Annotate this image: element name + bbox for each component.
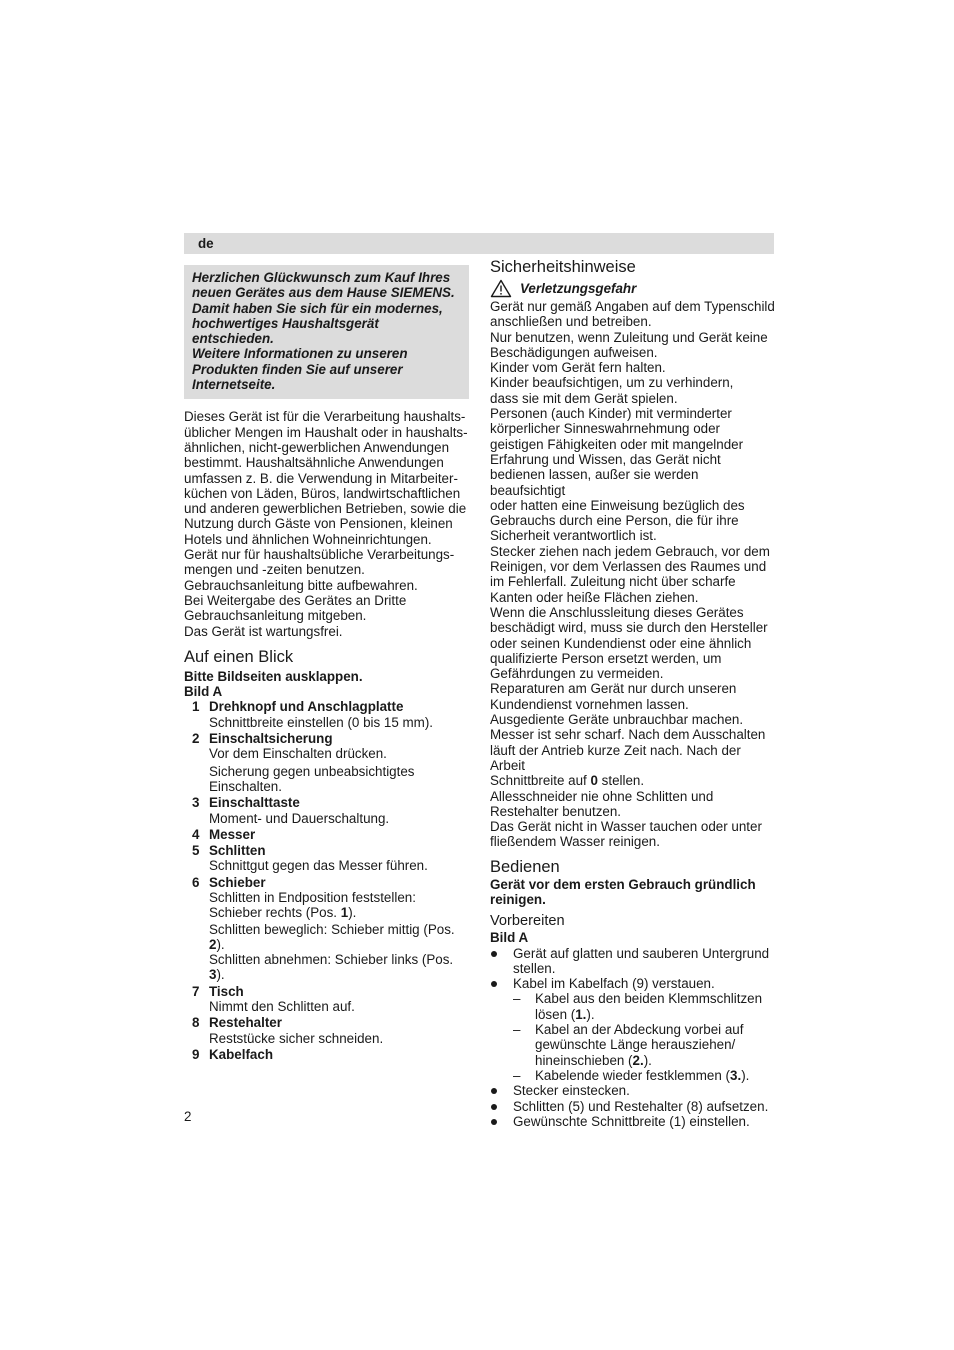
item-desc: Schlitten beweglich: Schieber mittig (Pos. 2). — [209, 921, 455, 952]
usage-line: Bei Weitergabe des Gerätes an Dritte — [184, 592, 407, 608]
usage-line: Dieses Gerät ist für die Verarbeitung haushalts- — [184, 409, 466, 425]
safety-line: geistigen Fähigkeiten oder mit mangelnder — [490, 436, 744, 452]
item-desc: Moment- und Dauerschaltung. — [209, 810, 390, 826]
item-number: 8 — [192, 1015, 200, 1031]
safety-line: dass sie mit dem Gerät spielen. — [490, 390, 678, 406]
warning-label: Verletzungsgefahr — [520, 280, 637, 296]
safety-line: Messer ist sehr scharf. Nach dem Ausschalten — [490, 727, 766, 743]
safety-line: Reparaturen am Gerät nur durch unseren — [490, 681, 737, 697]
item-title: Schieber — [209, 874, 266, 890]
safety-line: Reinigen, vor dem Verlassen des Raumes und — [490, 559, 767, 575]
dash-icon: – — [513, 1022, 521, 1038]
item-number: 2 — [192, 731, 200, 747]
safety-line: oder seinen Kundendienst oder eine ähnlich — [490, 635, 752, 651]
operate-note: Gerät vor dem ersten Gebrauch gründlich reinigen. — [490, 876, 756, 907]
dash-icon: – — [513, 1067, 521, 1083]
safety-line: Ausgediente Geräte unbrauchbar machen. — [490, 712, 744, 728]
sub-steps — [513, 991, 776, 1083]
safety-line: anschließen und betreiben. — [490, 314, 652, 330]
safety-heading: Sicherheitshinweise — [490, 258, 636, 276]
safety-line: im Fehlerfall. Zuleitung nicht über scharfe — [490, 574, 736, 590]
item-number: 7 — [192, 983, 200, 999]
list-item — [184, 875, 469, 983]
overview-subheading: Bitte Bildseiten ausklappen. — [184, 668, 363, 684]
overview-heading: Auf einen Blick — [184, 647, 294, 666]
list-item — [184, 795, 469, 826]
safety-line: Gefährdungen zu vermeiden. — [490, 666, 664, 682]
safety-line: körperlicher Sinneswahrnehmung oder — [490, 421, 721, 437]
item-number: 4 — [192, 826, 200, 842]
item-title: Restehalter — [209, 1015, 282, 1031]
sub-list-item: – Kabelende wieder festklemmen (3.). — [513, 1067, 750, 1083]
item-desc: Schieber rechts (Pos. 1). — [209, 905, 357, 921]
bullet-icon — [491, 981, 497, 987]
safety-line: Kundendienst vornehmen lassen. — [490, 696, 689, 712]
operate-heading: Bedienen — [490, 857, 560, 876]
bullet-icon — [491, 1119, 497, 1125]
safety-line: bedienen lassen, außer sie werden beaufsichtigt — [490, 467, 699, 498]
step-text: Stecker einstecken. — [513, 1083, 630, 1099]
usage-line: und anderen gewerblichen Betrieben, sowie die — [184, 501, 467, 517]
sub-list-item: – Kabel an der Abdeckung vorbei auf gewünschte Länge herausziehen/ hineinschieben (2.). — [513, 1022, 744, 1068]
item-number: 5 — [192, 843, 200, 859]
prepare-heading: Vorbereiten — [490, 913, 565, 930]
safety-text — [490, 299, 776, 850]
safety-line: Kanten oder heiße Flächen ziehen. — [490, 589, 699, 605]
prepare-steps — [490, 946, 776, 1130]
safety-line: qualifizierte Person ersetzt werden, um — [490, 650, 722, 666]
list-item — [490, 1114, 776, 1129]
item-title: Schlitten — [209, 843, 266, 859]
safety-line: Nur benutzen, wenn Zuleitung und Gerät keine — [490, 329, 768, 345]
intro-line: Produkten finden Sie auf unserer — [192, 361, 403, 377]
item-number: 3 — [192, 795, 200, 811]
figure-ref: Bild A — [184, 684, 223, 700]
safety-line: beschädigt wird, muss sie durch den Hersteller — [490, 620, 768, 636]
intro-line: Damit haben Sie sich für ein modernes, — [192, 300, 443, 316]
usage-line: bestimmt. Haushaltsähnliche Anwendungen — [184, 455, 444, 471]
intro-line: Weitere Informationen zu unseren — [192, 346, 408, 362]
right-column — [490, 258, 776, 1129]
usage-line: ähnlichen, nicht-gewerblichen Anwendungen — [184, 439, 450, 455]
left-column — [184, 265, 469, 1062]
language-code: de — [198, 236, 214, 251]
figure-ref: Bild A — [490, 930, 529, 946]
step-text: Gerät auf glatten und sauberen Untergrund stellen. — [513, 945, 770, 976]
item-desc: Nimmt den Schlitten auf. — [209, 999, 355, 1015]
usage-line: küchen von Läden, Büros, landwirtschaftlichen — [184, 485, 461, 501]
usage-line: üblicher Mengen im Haushalt oder in haushalts- — [184, 424, 468, 440]
usage-text — [184, 409, 469, 638]
intro-line: neuen Gerätes aus dem Hause SIEMENS. — [192, 285, 455, 301]
item-number: 9 — [192, 1046, 200, 1062]
parts-list — [184, 699, 469, 1062]
safety-line: Personen (auch Kinder) mit verminderter — [490, 406, 732, 422]
safety-line: Stecker ziehen nach jedem Gebrauch, vor dem — [490, 543, 770, 559]
list-item — [490, 976, 776, 1083]
safety-line: fließendem Wasser reinigen. — [490, 834, 660, 850]
usage-line: mengen und -zeiten benutzen. — [184, 562, 365, 578]
item-desc: Vor dem Einschalten drücken. — [209, 746, 387, 762]
intro-line: Internetseite. — [192, 377, 276, 393]
safety-line: Schnittbreite auf 0 stellen. — [490, 773, 645, 789]
safety-line: Gerät nur gemäß Angaben auf dem Typenschild — [490, 299, 775, 314]
usage-line: Gerät nur für haushaltsübliche Verarbeitungs- — [184, 547, 455, 563]
list-item — [184, 843, 469, 874]
bullet-icon — [491, 1104, 497, 1110]
item-number: 1 — [192, 699, 200, 715]
safety-line: Beschädigungen aufweisen. — [490, 344, 658, 360]
intro-box — [184, 265, 469, 399]
item-desc: Schnittgut gegen das Messer führen. — [209, 858, 428, 874]
item-title: Einschalttaste — [209, 795, 300, 811]
step-text: Kabel im Kabelfach (9) verstauen. — [513, 976, 715, 992]
item-number: 6 — [192, 874, 200, 890]
list-item — [490, 946, 776, 977]
page-number: 2 — [184, 1109, 192, 1124]
step-text: Gewünschte Schnittbreite (1) einstellen. — [513, 1113, 750, 1129]
list-item — [184, 1047, 469, 1062]
item-title: Tisch — [209, 983, 244, 999]
dash-icon: – — [513, 991, 521, 1007]
usage-line: Hotels und ähnlichen Wohneinrichtungen. — [184, 531, 432, 547]
safety-line: Allesschneider nie ohne Schlitten und — [490, 788, 714, 804]
usage-line: Gebrauchsanleitung mitgeben. — [184, 608, 367, 624]
item-desc: Schnittbreite einstellen (0 bis 15 mm). — [209, 714, 434, 730]
safety-line: Erfahrung und Wissen, das Gerät nicht — [490, 451, 721, 467]
item-title: Messer — [209, 826, 256, 842]
safety-line: Kinder vom Gerät fern halten. — [490, 360, 666, 376]
list-item — [184, 699, 469, 730]
safety-line: Restehalter benutzen. — [490, 803, 622, 819]
warning-triangle-icon — [490, 279, 512, 298]
bullet-icon — [491, 1088, 497, 1094]
list-item — [490, 1099, 776, 1114]
safety-line: Wenn die Anschlussleitung dieses Gerätes — [490, 604, 744, 620]
usage-line: umfassen z. B. die Verwendung in Mitarbeiter- — [184, 470, 458, 486]
safety-line: Kinder beaufsichtigen, um zu verhindern, — [490, 375, 734, 391]
list-item — [184, 827, 469, 842]
safety-line: oder hatten eine Einweisung bezüglich des — [490, 497, 745, 513]
warning-row — [490, 279, 776, 298]
item-desc: Reststücke sicher schneiden. — [209, 1030, 384, 1046]
safety-line: Sicherheit verantwortlich ist. — [490, 528, 657, 544]
step-text: Schlitten (5) und Restehalter (8) aufsetzen. — [513, 1098, 769, 1114]
safety-line: Gebrauchs durch eine Person, die für ihre — [490, 513, 739, 529]
item-desc: Schlitten abnehmen: Schieber links (Pos. 3). — [209, 952, 454, 983]
intro-line: hochwertiges Haushaltsgerät entschieden. — [192, 315, 379, 347]
sub-list-item: – Kabel aus den beiden Klemmschlitzen lösen (1.). — [513, 991, 763, 1022]
list-item — [184, 1015, 469, 1046]
list-item — [184, 731, 469, 794]
item-desc: Schlitten in Endposition feststellen: — [209, 889, 416, 905]
bullet-icon — [491, 951, 497, 957]
safety-line: Das Gerät nicht in Wasser tauchen oder unter — [490, 819, 762, 835]
usage-line: Das Gerät ist wartungsfrei. — [184, 623, 343, 639]
item-title: Kabelfach — [209, 1046, 273, 1062]
item-desc: Sicherung gegen unbeabsichtigtes Einschalten. — [209, 763, 415, 794]
list-item — [184, 984, 469, 1015]
list-item — [490, 1083, 776, 1098]
intro-line: Herzlichen Glückwunsch zum Kauf Ihres — [192, 270, 451, 285]
language-bar — [184, 233, 774, 254]
item-title: Drehknopf und Anschlagplatte — [209, 699, 404, 715]
item-title: Einschaltsicherung — [209, 731, 333, 747]
usage-line: Gebrauchsanleitung bitte aufbewahren. — [184, 577, 418, 593]
safety-line: läuft der Antrieb kurze Zeit nach. Nach der Arbeit — [490, 742, 741, 773]
usage-line: Nutzung durch Gäste von Pensionen, kleinen — [184, 516, 453, 532]
